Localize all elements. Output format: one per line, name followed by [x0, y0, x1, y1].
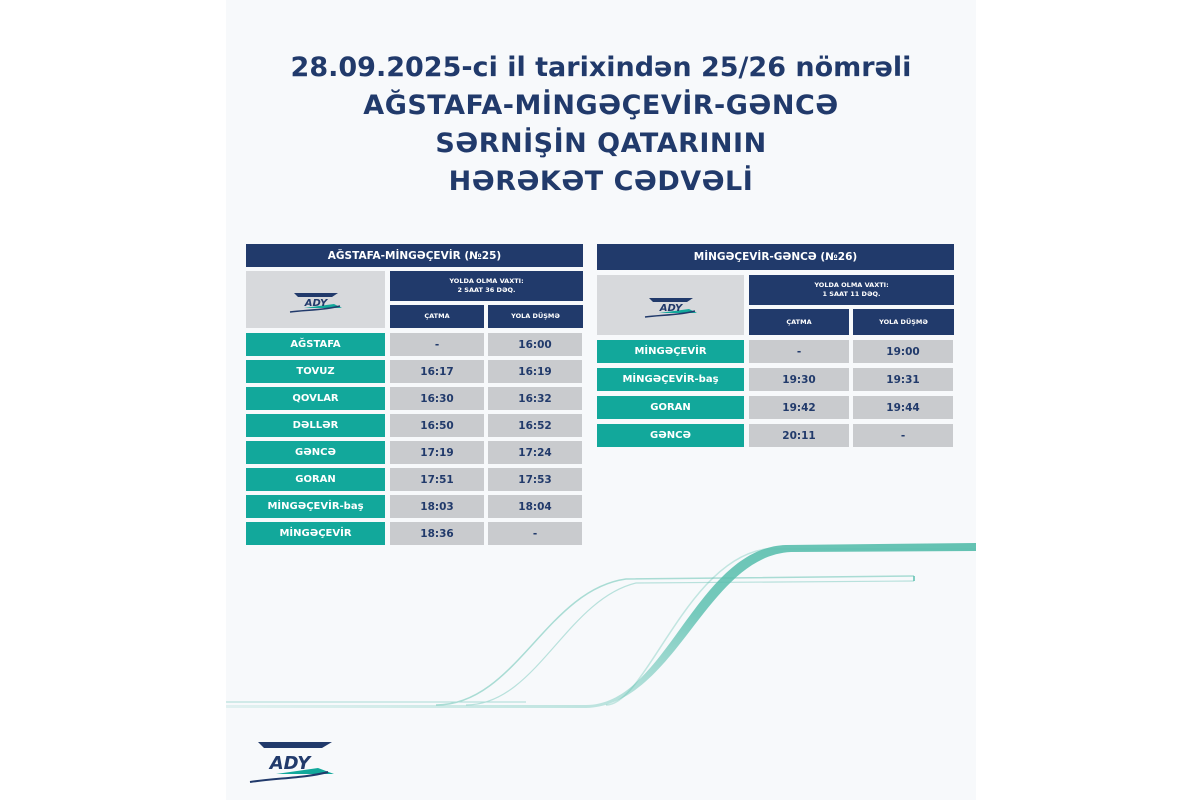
- station-name: GƏNCƏ: [597, 424, 744, 447]
- ady-logo-icon: [246, 271, 385, 328]
- travel-time-cell: [749, 275, 954, 305]
- schedule-poster: [226, 0, 976, 800]
- ady-logo-icon: [597, 275, 744, 335]
- arrival-time: 20:11: [749, 424, 849, 447]
- poster-route-line: AĞSTAFA-MİNGƏÇEVİR-GƏNCƏ: [363, 90, 839, 121]
- departure-time: 16:19: [488, 360, 582, 383]
- poster-schedule-line: HƏRƏKƏT CƏDVƏLİ: [448, 166, 754, 197]
- departure-time: 16:32: [488, 387, 582, 410]
- svg-text:ADY: ADY: [304, 297, 327, 309]
- arrival-time: 19:42: [749, 396, 849, 419]
- departure-time: 18:04: [488, 495, 582, 518]
- arrival-time: 17:19: [390, 441, 484, 464]
- departure-time: 19:44: [853, 396, 953, 419]
- poster-train-line: SƏRNİŞİN QATARININ: [435, 128, 767, 159]
- arrival-time: 17:51: [390, 468, 484, 491]
- travel-time-value: 1 SAAT 11 DƏQ.: [822, 290, 881, 298]
- station-name: QOVLAR: [246, 387, 385, 410]
- table-title: AĞSTAFA-MİNGƏÇEVİR (№25): [246, 244, 583, 267]
- column-header-departure: YOLA DÜŞMƏ: [488, 305, 583, 328]
- arrival-time: 18:03: [390, 495, 484, 518]
- travel-time-label: YOLDA OLMA VAXTI:: [449, 277, 524, 285]
- arrival-time: 16:17: [390, 360, 484, 383]
- table-title: MİNGƏÇEVİR-GƏNCƏ (№26): [597, 244, 954, 270]
- station-name: GORAN: [597, 396, 744, 419]
- column-header-arrival: ÇATMA: [749, 309, 849, 335]
- station-name: TOVUZ: [246, 360, 385, 383]
- station-name: MİNGƏÇEVİR: [597, 340, 744, 363]
- station-name: MİNGƏÇEVİR-baş: [246, 495, 385, 518]
- poster-date-line: 28.09.2025-ci il tarixindən 25/26 nömrəli: [290, 52, 912, 83]
- svg-text:ADY: ADY: [269, 753, 311, 774]
- arrival-time: 18:36: [390, 522, 484, 545]
- svg-text:ADY: ADY: [659, 303, 682, 314]
- departure-time: 17:24: [488, 441, 582, 464]
- station-name: DƏLLƏR: [246, 414, 385, 437]
- station-name: MİNGƏÇEVİR: [246, 522, 385, 545]
- departure-time: -: [488, 522, 582, 545]
- arrival-time: 19:30: [749, 368, 849, 391]
- column-header-arrival: ÇATMA: [390, 305, 484, 328]
- departure-time: 17:53: [488, 468, 582, 491]
- departure-time: 19:00: [853, 340, 953, 363]
- arrival-time: 16:50: [390, 414, 484, 437]
- arrival-time: -: [749, 340, 849, 363]
- station-name: GƏNCƏ: [246, 441, 385, 464]
- ady-logo-icon: [246, 738, 336, 789]
- departure-time: 16:00: [488, 333, 582, 356]
- travel-time-value: 2 SAAT 36 DƏQ.: [457, 286, 516, 294]
- travel-time-cell: [390, 271, 583, 301]
- departure-time: 19:31: [853, 368, 953, 391]
- departure-time: -: [853, 424, 953, 447]
- column-header-departure: YOLA DÜŞMƏ: [853, 309, 954, 335]
- departure-time: 16:52: [488, 414, 582, 437]
- travel-time-label: YOLDA OLMA VAXTI:: [814, 281, 889, 289]
- station-name: AĞSTAFA: [246, 333, 385, 356]
- arrival-time: -: [390, 333, 484, 356]
- arrival-time: 16:30: [390, 387, 484, 410]
- station-name: GORAN: [246, 468, 385, 491]
- station-name: MİNGƏÇEVİR-baş: [597, 368, 744, 391]
